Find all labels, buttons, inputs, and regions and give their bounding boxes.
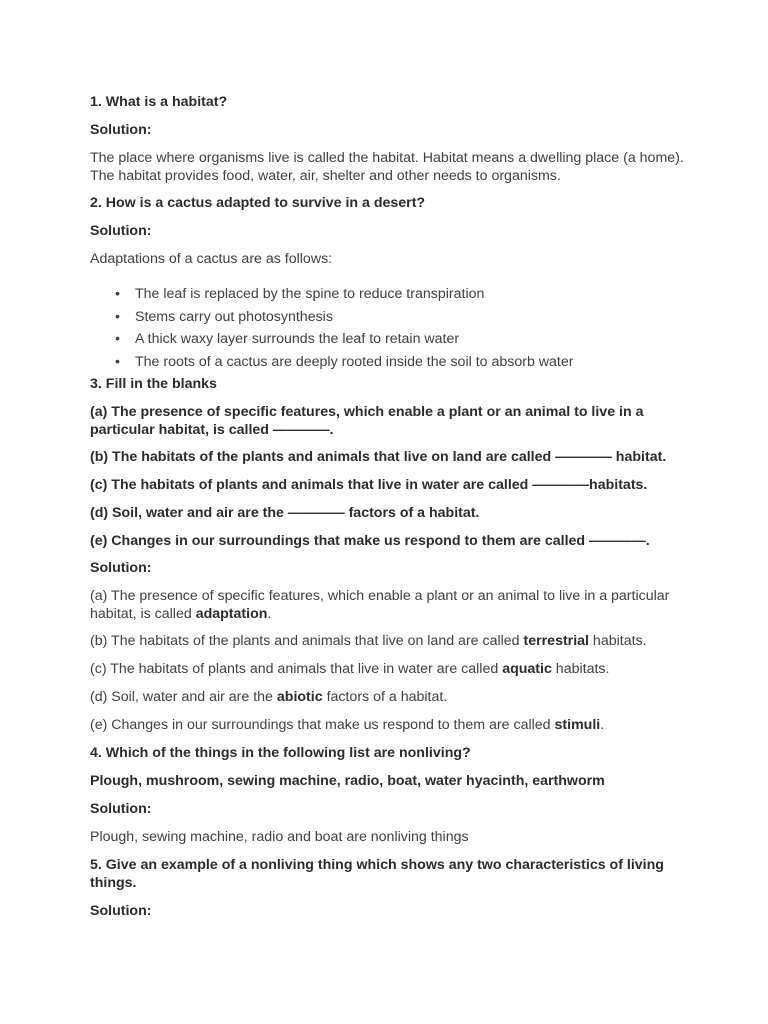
bullet-icon: • [115,286,120,302]
bullet-icon: • [115,353,120,370]
list-item [90,308,690,331]
answer-2-intro: Adaptations of a cactus are as follows: [90,251,333,267]
question-2: 2. How is a cactus adapted to survive in a desert? [90,195,426,211]
solution-label-3: Solution: [90,560,152,576]
question-3b: (b) The habitats of the plants and animals that live on land are called ———— habitat. [90,449,667,465]
question-3a: (a) The presence of specific features, which enable a plant or an animal to live in a particular habitat, is called ————. [90,404,644,438]
answer-3d: (d) Soil, water and air are the abiotic factors of a habitat. [90,689,448,705]
bullet-icon: • [115,308,120,325]
answer-3c: (c) The habitats of plants and animals that live in water are called aquatic habitats. [90,661,610,677]
answer-1: The place where organisms live is called the habitat. Habitat means a dwelling place (a home). The habitat provides food, water, air, shelter and other needs to organisms. [90,150,684,184]
list-item-text: Stems carry out photosynthesis [135,308,333,325]
question-4-list: Plough, mushroom, sewing machine, radio, boat, water hyacinth, earthworm [90,773,605,789]
solution-label-2: Solution: [90,223,152,239]
question-3: 3. Fill in the blanks [90,376,217,392]
solution-label-4: Solution: [90,801,152,817]
cactus-adaptations-list [90,285,690,375]
list-item [90,353,690,376]
question-3d: (d) Soil, water and air are the ———— factors of a habitat. [90,505,480,521]
solution-label-5: Solution: [90,903,152,919]
question-5: 5. Give an example of a nonliving thing which shows any two characteristics of living things. [90,857,664,891]
question-3e: (e) Changes in our surroundings that make us respond to them are called ————. [90,533,650,549]
list-item-text: The roots of a cactus are deeply rooted inside the soil to absorb water [135,353,574,370]
list-item [90,330,690,353]
answer-3b: (b) The habitats of the plants and animals that live on land are called terrestrial habitats. [90,633,647,649]
answer-3e: (e) Changes in our surroundings that make us respond to them are called stimuli. [90,717,605,733]
list-item [90,285,690,308]
bullet-icon: • [115,331,120,347]
question-3c: (c) The habitats of plants and animals that live in water are called ————habitats. [90,477,648,493]
answer-3a: (a) The presence of specific features, which enable a plant or an animal to live in a particular habitat, is called adaptation. [90,588,670,622]
list-item-text: The leaf is replaced by the spine to reduce transpiration [135,286,485,302]
answer-4: Plough, sewing machine, radio and boat are nonliving things [90,829,469,845]
question-1: 1. What is a habitat? [90,94,228,110]
list-item-text: A thick waxy layer surrounds the leaf to retain water [135,331,460,347]
question-4: 4. Which of the things in the following list are nonliving? [90,745,471,761]
solution-label-1: Solution: [90,122,152,138]
